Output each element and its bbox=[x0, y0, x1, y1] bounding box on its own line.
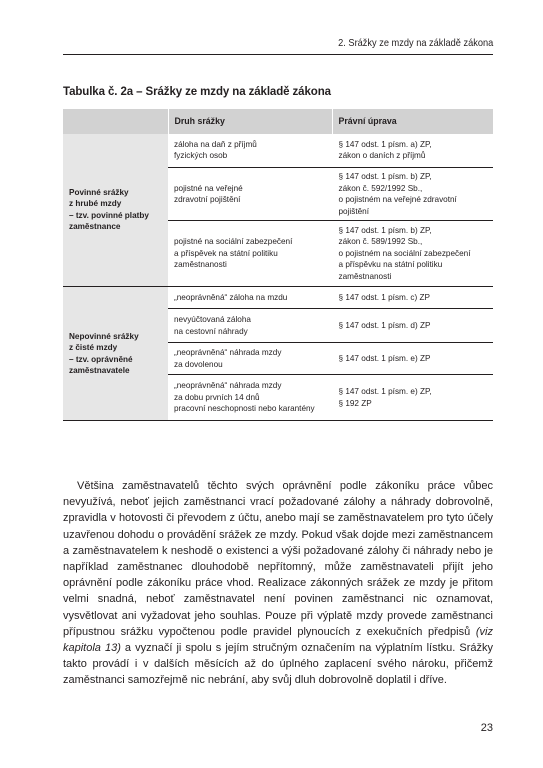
deduction-kind-cell bbox=[168, 309, 332, 343]
deduction-kind-cell bbox=[168, 134, 332, 168]
deduction-kind-cell bbox=[168, 343, 332, 375]
deduction-kind-cell bbox=[168, 168, 332, 221]
group-label-line: zaměstnance bbox=[69, 222, 121, 232]
header-cell-law: Právní úprava bbox=[332, 109, 493, 134]
deduction-kind-line: záloha na daň z příjmů bbox=[174, 139, 257, 149]
legal-basis-cell bbox=[332, 134, 493, 168]
deduction-kind-cell bbox=[168, 287, 332, 309]
table-body bbox=[63, 134, 493, 421]
legal-basis-cell bbox=[332, 343, 493, 375]
legal-basis-cell bbox=[332, 309, 493, 343]
legal-basis-line: zákon o daních z příjmů bbox=[338, 151, 426, 161]
legal-basis-line: § 147 odst. 1 písm. b) ZP, bbox=[338, 172, 432, 181]
legal-basis-line: § 147 odst. 1 písm. d) ZP bbox=[338, 320, 431, 330]
deduction-kind-line: a příspěvek na státní politiku bbox=[174, 248, 278, 258]
legal-basis-line: o pojistném na veřejné zdravotní bbox=[338, 195, 457, 204]
group-label-line: z čisté mzdy bbox=[69, 343, 118, 352]
legal-basis-line: zákon č. 592/1992 Sb., bbox=[338, 183, 423, 193]
legal-basis-line: a příspěvku na státní politiku bbox=[338, 260, 443, 270]
legal-basis-cell bbox=[332, 221, 493, 287]
deduction-kind-line: „neoprávněná“ náhrada mzdy bbox=[174, 381, 282, 391]
legal-basis-line: § 147 odst. 1 písm. c) ZP bbox=[338, 292, 430, 302]
deduction-kind-cell bbox=[168, 221, 332, 287]
body-text-part-1: Většina zaměstnavatelů těchto svých oprávnění podle zákoníku práce vůbec nevyužívá, neboť jejich zaměstnanci vrací požadované zálohy a náhrady dobrovolně, zpravidla v hotovosti či převodem z účtu, anebo mají se zaměstnavatelem pro tyto účely uzavřenou dohodu o provádění srážek ze mzdy. Pokud však dojde mezi zaměstnancem a zaměstnavatelem k neshodě o existenci a výši požadované zálohy či náhrady nebo je například zaměstnanec dlouhodobě nepřítomný, může zaměstnavateli přijít jeho oprávnění podle zákoníku práce vhod. Realizace zákonných srážek ze mzdy je přitom velmi snadná, neboť zaměstnavatel není povinen zaměstnanci nic oznamovat, vysvětlovat ani vyžadovat jeho souhlas. Pouze při výplatě mzdy provede zaměstnanci přípustnou srážku vypočtenou podle pravidel plynoucích z exekučních předpisů bbox=[63, 480, 493, 638]
deduction-kind-line: pojistné na sociální zabezpečení bbox=[174, 237, 293, 247]
page-number: 23 bbox=[480, 722, 493, 734]
deductions-table bbox=[63, 109, 493, 421]
legal-basis-cell bbox=[332, 287, 493, 309]
legal-basis-line: pojištění bbox=[338, 206, 369, 216]
deduction-kind-line: fyzických osob bbox=[174, 151, 228, 161]
group-label-line: – tzv. oprávněné bbox=[69, 354, 133, 364]
deduction-kind-line: „neoprávněná“ náhrada mzdy bbox=[174, 348, 282, 357]
body-text-part-2: a vyznačí ji spolu s jejím stručným označením na výplatním lístku. Srážky takto provádí i v dalších měsících až do úplného zaplacení svého nároku, přičemž zaměstnanci samozřejmě nic nebrání, aby svůj dluh dobrovolně doplatil i dříve. bbox=[63, 642, 493, 687]
table-title: Tabulka č. 2a – Srážky ze mzdy na základě zákona bbox=[63, 86, 331, 98]
group-label-line: Povinné srážky bbox=[69, 187, 129, 197]
group-label-line: – tzv. povinné platby bbox=[69, 210, 149, 220]
table-row bbox=[63, 287, 493, 309]
table-row bbox=[63, 134, 493, 168]
legal-basis-line: § 147 odst. 1 písm. e) ZP, bbox=[338, 387, 432, 396]
deduction-kind-cell bbox=[168, 375, 332, 421]
deduction-kind-line: za dovolenou bbox=[174, 359, 223, 369]
deduction-kind-line: na cestovní náhrady bbox=[174, 326, 248, 336]
deduction-kind-line: za dobu prvních 14 dnů bbox=[174, 392, 260, 402]
deduction-kind-line: „neoprávněná“ záloha na mzdu bbox=[174, 292, 288, 302]
header-cell-empty bbox=[63, 109, 168, 134]
group-label bbox=[63, 287, 168, 421]
group-label-line: z hrubé mzdy bbox=[69, 199, 122, 209]
legal-basis-line: § 192 ZP bbox=[338, 398, 372, 408]
chapter-reference: (viz kapitola 13) bbox=[63, 625, 493, 655]
legal-basis-cell bbox=[332, 375, 493, 421]
running-header-title: 2. Srážky ze mzdy na základě zákona bbox=[337, 37, 493, 49]
legal-basis-line: zákon č. 589/1992 Sb., bbox=[338, 237, 423, 247]
group-label-line: zaměstnavatele bbox=[69, 366, 130, 375]
deduction-kind-line: pracovní neschopnosti nebo karantény bbox=[174, 404, 315, 414]
legal-basis-line: o pojistném na sociální zabezpečení bbox=[338, 248, 471, 258]
body-paragraph bbox=[63, 478, 493, 689]
header-cell-kind: Druh srážky bbox=[168, 109, 332, 134]
deduction-kind-line: pojistné na veřejné bbox=[174, 183, 243, 193]
legal-basis-line: zaměstnanosti bbox=[338, 271, 392, 281]
deduction-kind-line: zaměstnanosti bbox=[174, 260, 227, 270]
legal-basis-cell bbox=[332, 168, 493, 221]
table-header-row bbox=[63, 109, 493, 134]
group-label bbox=[63, 134, 168, 287]
deduction-kind-line: zdravotní pojištění bbox=[174, 195, 241, 204]
running-header bbox=[63, 37, 493, 55]
legal-basis-line: § 147 odst. 1 písm. a) ZP, bbox=[338, 139, 432, 149]
legal-basis-line: § 147 odst. 1 písm. e) ZP bbox=[338, 353, 431, 363]
group-label-line: Nepovinné srážky bbox=[69, 331, 139, 341]
legal-basis-line: § 147 odst. 1 písm. b) ZP, bbox=[338, 225, 432, 235]
deduction-kind-line: nevyúčtovaná záloha bbox=[174, 315, 251, 324]
